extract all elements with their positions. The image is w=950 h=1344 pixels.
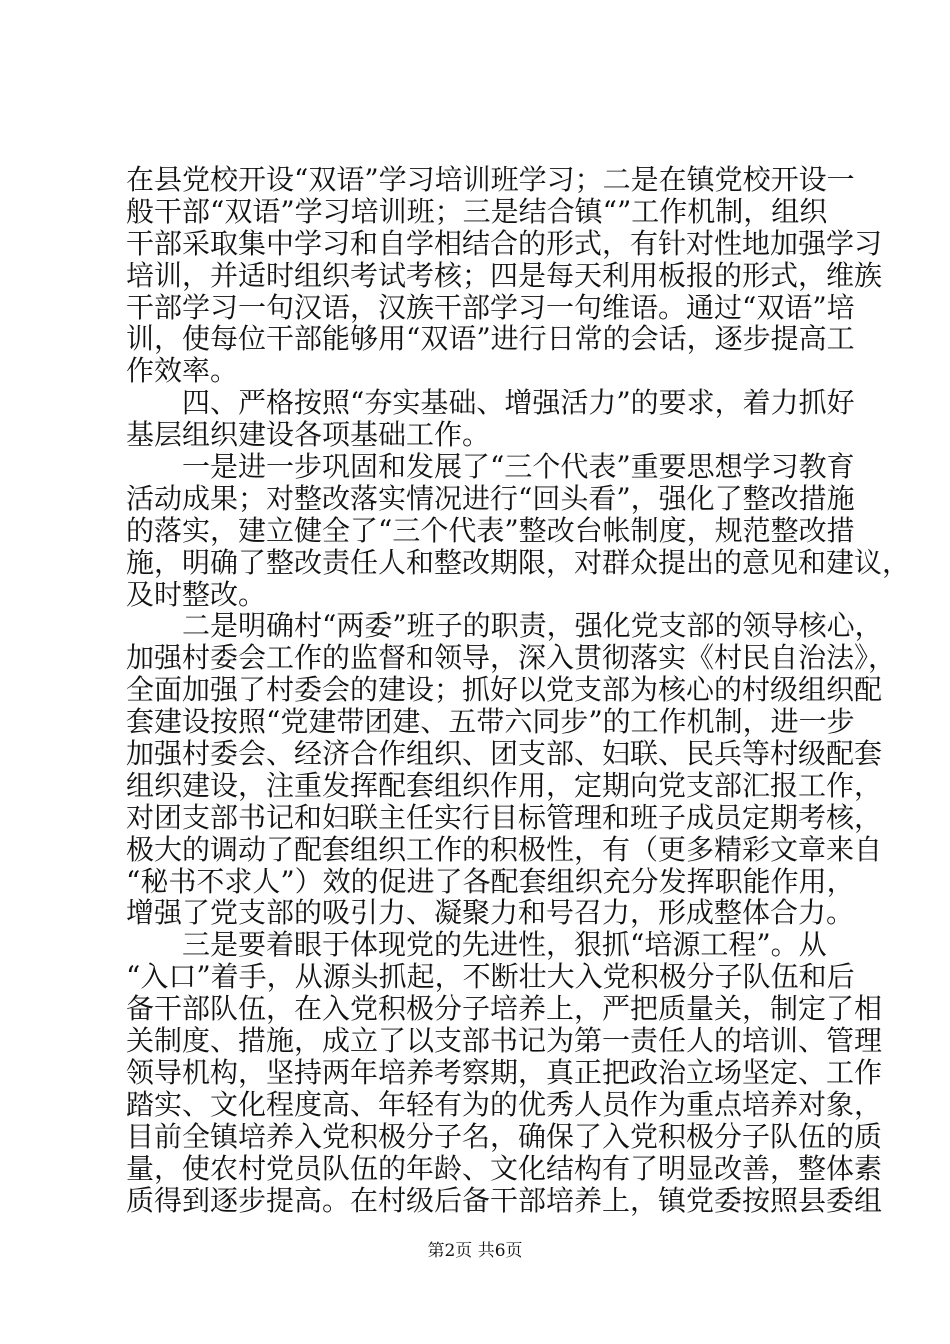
- text-line: 加强村委会、经济合作组织、团支部、妇联、民兵等村级配套: [126, 737, 883, 771]
- text-line: 训，使每位干部能够用“双语”进行日常的会话，逐步提高工: [126, 322, 855, 356]
- text-line: 基层组织建设各项基础工作。: [126, 418, 491, 452]
- text-line: 组织建设，注重发挥配套组织作用，定期向党支部汇报工作，: [126, 768, 883, 802]
- text-line: 目前全镇培养入党积极分子名，确保了入党积极分子队伍的质: [126, 1119, 883, 1153]
- text-line: 踏实、文化程度高、年轻有为的优秀人员作为重点培养对象，: [126, 1087, 883, 1121]
- text-line: 干部采取集中学习和自学相结合的形式，有针对性地加强学习: [126, 226, 883, 260]
- text-line: 在县党校开设“双语”学习培训班学习；二是在镇党校开设一: [126, 163, 855, 196]
- text-line: 套建设按照“党建带团建、五带六同步”的工作机制，进一步: [126, 705, 855, 739]
- text-line: 施，明确了整改责任人和整改期限，对群众提出的意见和建议，: [126, 545, 911, 579]
- text-line: 般干部“双语”学习培训班；三是结合镇“”工作机制，组织: [126, 194, 828, 228]
- text-line: 及时整改。: [126, 577, 267, 611]
- body-text: [126, 163, 911, 1217]
- text-line: 关制度、措施，成立了以支部书记为第一责任人的培训、管理: [126, 1024, 883, 1058]
- text-line: 备干部队伍，在入党积极分子培养上，严把质量关，制定了相: [126, 992, 883, 1026]
- text-line: 量，使农村党员队伍的年龄、文化结构有了明显改善，整体素: [126, 1151, 883, 1185]
- text-line: “秘书不求人”）效的促进了各配套组织充分发挥职能作用，: [126, 864, 855, 898]
- text-line: 作效率。: [126, 354, 239, 388]
- text-line: 二是明确村“两委”班子的职责，强化党支部的领导核心，: [126, 609, 883, 643]
- text-line: 全面加强了村委会的建设；抓好以党支部为核心的村级组织配: [126, 673, 883, 707]
- text-line: 加强村委会工作的监督和领导，深入贯彻落实《村民自治法》，: [126, 641, 897, 675]
- text-line: 极大的调动了配套组织工作的积极性，有（更多精彩文章来自: [126, 832, 883, 866]
- text-line: 一是进一步巩固和发展了“三个代表”重要思想学习教育: [126, 450, 855, 484]
- text-line: “入口”着手，从源头抓起，不断壮大入党积极分子队伍和后: [126, 960, 855, 994]
- text-line: 活动成果；对整改落实情况进行“回头看”，强化了整改措施: [126, 481, 855, 515]
- text-line: 干部学习一句汉语，汉族干部学习一句维语。通过“双语”培: [126, 290, 855, 324]
- text-line: 的落实，建立健全了“三个代表”整改台帐制度，规范整改措: [126, 513, 855, 547]
- text-line: 四、严格按照“夯实基础、增强活力”的要求，着力抓好: [126, 386, 855, 420]
- text-line: 质得到逐步提高。在村级后备干部培养上，镇党委按照县委组: [126, 1183, 883, 1217]
- text-line: 三是要着眼于体现党的先进性，狠抓“培源工程”。从: [126, 928, 827, 962]
- text-line: 增强了党支部的吸引力、凝聚力和号召力，形成整体合力。: [126, 896, 855, 930]
- text-line: 培训，并适时组织考试考核；四是每天利用板报的形式，维族: [126, 258, 883, 292]
- page-footer: 第2页 共6页: [427, 1241, 523, 1261]
- text-line: 领导机构，坚持两年培养考察期，真正把政治立场坚定、工作: [126, 1055, 883, 1089]
- text-line: 对团支部书记和妇联主任实行目标管理和班子成员定期考核，: [126, 800, 883, 834]
